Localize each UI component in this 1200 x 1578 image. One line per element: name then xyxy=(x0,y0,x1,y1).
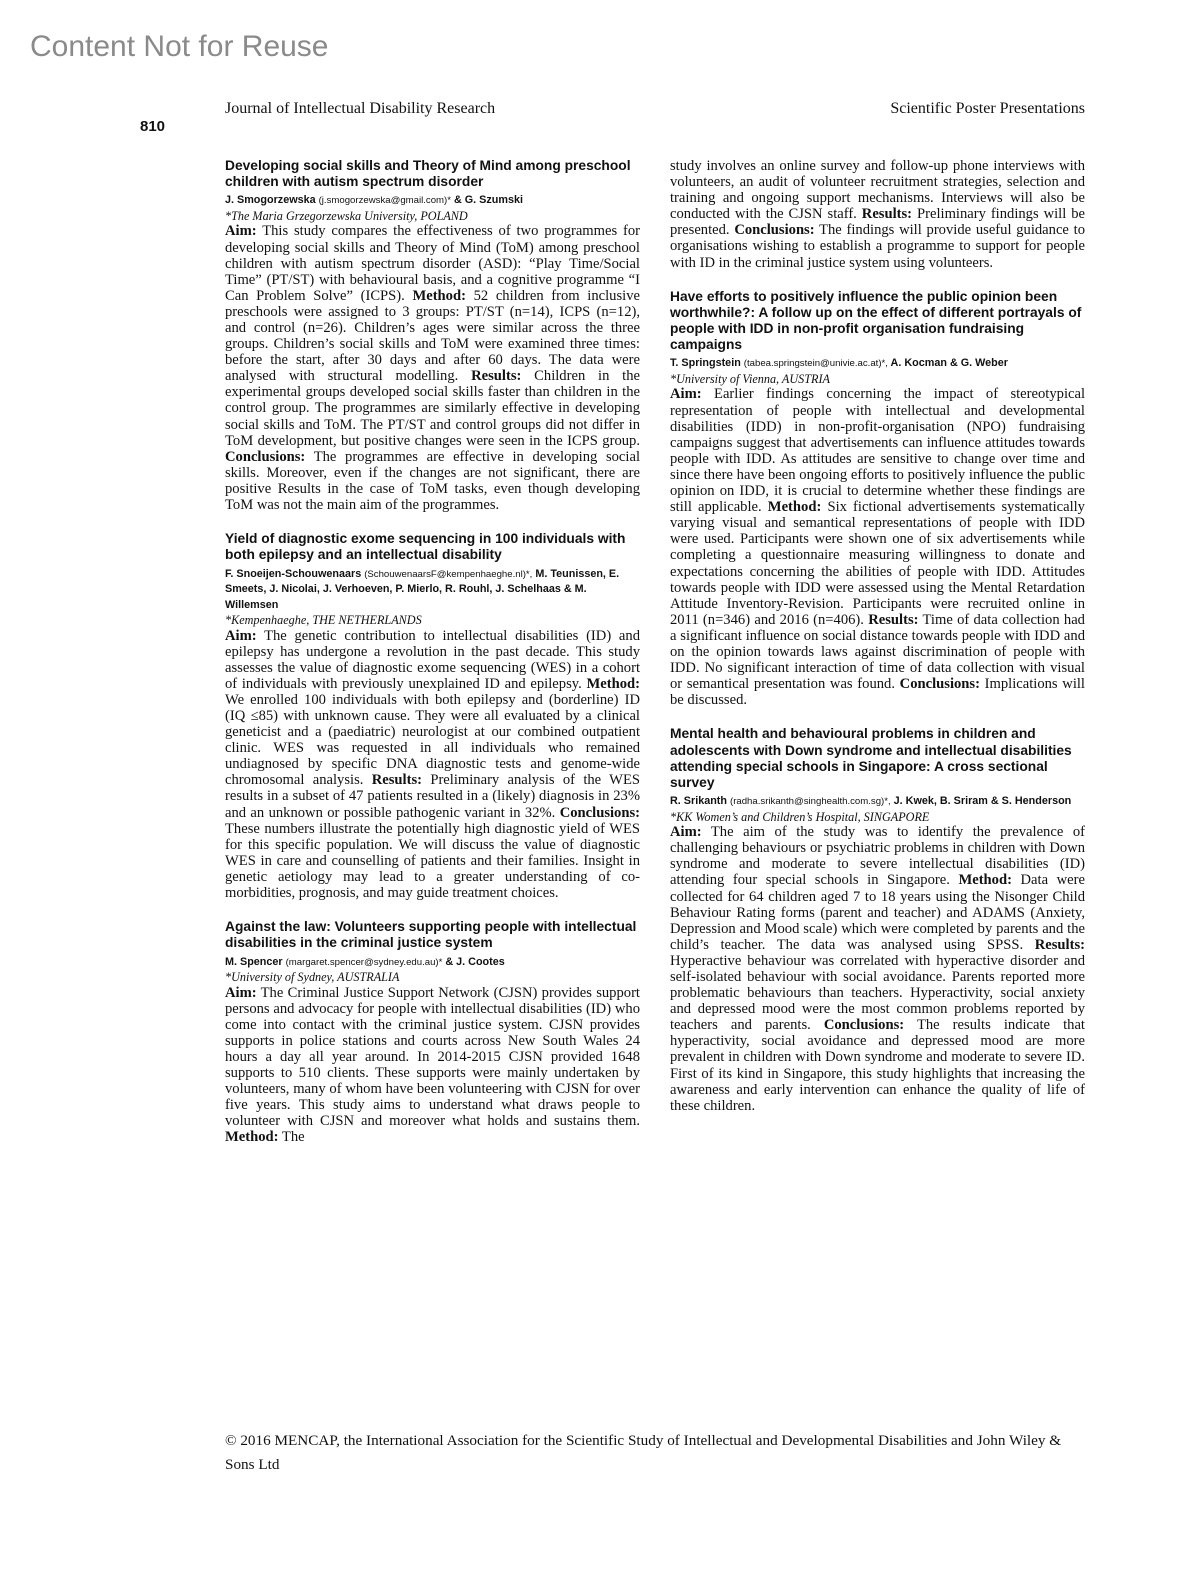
method-label: Method: xyxy=(225,1129,279,1146)
method-text: Data were collected for 64 children aged 7 to 18 years using the Nisonger Child Behaviour Rating forms (parent and teacher) and ADAMS (Anxiety, Depression and Mood scale) which were completed by parents and the child’s teacher. The data was analysed using SPSS. xyxy=(670,872,1085,953)
author-name: M. Teunissen, E. Smeets, J. Nicolai, J. Verhoeven, P. Mierlo, R. Rouhl, J. Schelhaas & M. Willemsen xyxy=(225,567,620,611)
author-name: & J. Cootes xyxy=(445,955,505,968)
method-text: 52 children from inclusive preschools were assigned to 3 groups: PT/ST (n=14), ICPS (n=12), and control (n=26). Children’s ages were similar across the three groups. Children’s social skills and ToM were examined three times: before the start, after 30 days and after 60 days. The data were analysed with structural modelling. xyxy=(225,287,640,385)
affiliation: *University of Sydney, AUSTRALIA xyxy=(225,970,400,984)
conclusions-label: Conclusions: xyxy=(899,676,980,693)
abstract-body xyxy=(670,158,1085,271)
method-text: We enrolled 100 individuals with both epilepsy and (borderline) ID (IQ ≤85) with unknown cause. They were all evaluated by a clinical geneticist and a (paediatric) neurologist at our combined outpatient clinic. WES was requested in all individuals who remained undiagnosed by specific DNA diagnostic tests and genome-wide chromosomal analysis. xyxy=(225,691,640,789)
conclusions-text: The programmes are effective in developing social skills. Moreover, even if the changes are not significant, there are positive Results in the case of ToM tasks, even though developing ToM was not the main aim of the programmes. xyxy=(225,448,640,513)
method-text: study involves an online survey and follow-up phone interviews with volunteers, an audit of volunteer recruitment strategies, selection and training and ongoing support mechanisms. Interviews will also be conducted with the CJSN staff. xyxy=(670,158,1085,223)
results-text: Preliminary findings will be presented. xyxy=(670,206,1085,239)
abstract-springstein xyxy=(670,289,1085,709)
aim-text: The aim of the study was to identify the prevalence of challenging behaviours or psychiatric problems in children with Down syndrome and moderate to severe intellectual disabilities (ID) attending four special schools in Singapore. xyxy=(670,824,1085,889)
journal-title: Journal of Intellectual Disability Research xyxy=(225,100,496,117)
affiliation: *University of Vienna, AUSTRIA xyxy=(670,371,830,386)
author-email: (margaret.spencer@sydney.edu.au)* xyxy=(285,956,443,968)
method-text: Six fictional advertisements systematically varying visual and semantical representations of people with IDD were used. Participants were shown one of six advertisements while completing a questionnaire measuring willingness to donate and expectations concerning the abilities of people with IDD. Attitudes towards people with IDD were assessed using the Mental Retardation Attitude Inventory-Revision. Participants were recruited online in 2011 (n=346) and 2016 (n=406). xyxy=(670,499,1085,628)
abstract-title: Have efforts to positively influence the public opinion been worthwhile?: A follow up on the effect of different portrayals of people with IDD in non-profit organisation fundraising campaigns xyxy=(670,288,1082,353)
results-text: Children in the experimental groups developed social skills faster than children in the control group. The programmes are similarly effective in developing social skills and ToM. The PT/ST and control groups did not differ in ToM development, but positive changes were seen in the ICPS group. xyxy=(225,368,640,449)
affiliation: *Kempenhaeghe, THE NETHERLANDS xyxy=(225,613,422,627)
results-label: Results: xyxy=(861,206,913,223)
conclusions-text: These numbers illustrate the potentially high diagnostic yield of WES for this specific population. We will discuss the value of diagnostic WES in care and counselling of patients and their families. Insight in genetic aetiology may lead to a greater understanding of co-morbidities, prognosis, and may guide treatment choices. xyxy=(225,820,640,901)
author-email: (SchouwenaarsF@kempenhaeghe.nl)*, xyxy=(364,568,533,580)
abstract-body xyxy=(225,628,640,902)
abstract-snoeijen-schouwenaars xyxy=(225,531,640,901)
conclusions-text: Implications will be discussed. xyxy=(670,676,1085,709)
author-name: T. Springstein xyxy=(670,357,741,370)
author-name: & G. Szumski xyxy=(453,194,523,207)
method-label: Method: xyxy=(958,872,1012,889)
results-text: Preliminary analysis of the WES results in a subset of 47 patients resulted in a (likely) diagnosis in 23% and an unknown or possible pathogenic variant in 32%. xyxy=(225,772,640,821)
method-label: Method: xyxy=(767,499,822,516)
author-name: F. Snoeijen-Schouwenaars xyxy=(225,567,362,580)
aim-label: Aim: xyxy=(670,824,702,841)
conclusions-label: Conclusions: xyxy=(559,804,641,821)
results-label: Results: xyxy=(1034,936,1085,953)
abstract-spencer xyxy=(225,919,640,1145)
copyright-footer: © 2016 MENCAP, the International Association for the Scientific Study of Intellectual and Developmental Disabilities and John Wiley & Sons Ltd xyxy=(225,1432,1062,1473)
affiliation: *KK Women’s and Children’s Hospital, SINGAPORE xyxy=(670,809,930,824)
aim-label: Aim: xyxy=(225,627,257,644)
abstract-title: Developing social skills and Theory of Mind among preschool children with autism spectrum disorder xyxy=(225,158,631,190)
abstract-body xyxy=(670,824,1085,1114)
aim-text: The genetic contribution to intellectual disabilities (ID) and epilepsy has undergone a revolution in the past decade. This study assesses the value of diagnostic exome sequencing (WES) in a cohort of individuals with previously unexplained ID and epilepsy. xyxy=(225,627,640,692)
page-number: 810 xyxy=(140,118,166,135)
aim-text: Earlier findings concerning the impact of stereotypical representation of people with intellectual and developmental disabilities (IDD) in non-profit-organisation (NPO) fundraising campaigns suggest that advertisements can influence attitudes towards people with IDD. As attitudes are sensitive to change over time and since there have been ongoing efforts to positively influence the public opinion on IDD, it is crucial to determine whether these findings are still applicable. xyxy=(670,386,1086,516)
author-email: (radha.srikanth@singhealth.com.sg)*, xyxy=(730,796,891,808)
author-name: A. Kocman & G. Weber xyxy=(890,357,1008,370)
results-label: Results: xyxy=(868,611,919,628)
affiliation: *The Maria Grzegorzewska University, POLAND xyxy=(225,208,468,223)
aim-text: The Criminal Justice Support Network (CJSN) provides support persons and advocacy for people with intellectual disabilities (ID) who come into contact with the criminal justice system. CJSN provides supports in police stations and courts across New South Wales 24 hours a day all year around. In 2014-2015 CJSN provided 1648 supports to 510 clients. These supports were mainly undertaken by volunteers, many of whom have been volunteering with CJSN for over five years. This study aims to understand what draws people to volunteer with CJSN and moreover what holds and sustains them. xyxy=(225,984,640,1130)
author-list xyxy=(225,567,640,614)
abstract-body xyxy=(225,223,640,513)
left-column xyxy=(225,158,640,1163)
abstract-title: Against the law: Volunteers supporting people with intellectual disabilities in the criminal justice system xyxy=(225,919,637,951)
author-list xyxy=(225,193,640,209)
section-title: Scientific Poster Presentations xyxy=(890,100,1085,117)
conclusions-label: Conclusions: xyxy=(734,222,815,239)
author-name: J. Smogorzewska xyxy=(225,194,316,207)
abstract-body xyxy=(225,985,640,1146)
author-name: R. Srikanth xyxy=(670,795,727,808)
abstract-smogorzewska xyxy=(225,158,640,513)
aim-label: Aim: xyxy=(670,386,702,403)
abstract-title: Yield of diagnostic exome sequencing in 100 individuals with both epilepsy and an intellectual disability xyxy=(225,531,626,563)
results-text: Hyperactive behaviour was correlated with hyperactive disorder and self-isolated behaviour with social avoidance. Parents reported more problematic behaviours than teachers. Hyperactivity, social anxiety and depressed mood were the most common problems reported by teachers and parents. xyxy=(670,952,1085,1034)
author-name: J. Kwek, B. Sriram & S. Henderson xyxy=(893,795,1072,808)
conclusions-text: The results indicate that hyperactivity, social avoidance and depressed mood are more prevalent in children with Down syndrome and moderate to severe ID. First of its kind in Singapore, this study highlights that increasing the awareness and early intervention can enhance the quality of life of these children. xyxy=(670,1017,1085,1114)
results-label: Results: xyxy=(471,368,522,385)
method-label: Method: xyxy=(586,675,640,692)
aim-text: This study compares the effectiveness of two programmes for developing social skills and Theory of Mind (ToM) among preschool children with autism spectrum disorder (ASD): “Play Time/Social Time” (PT/ST) with behavioural basis, and a cognitive programme “I Can Problem Solve” (ICPS). xyxy=(225,223,640,304)
abstract-title: Mental health and behavioural problems in children and adolescents with Down syndrome and intellectual disabilities attending special schools in Singapore: A cross sectional survey xyxy=(670,726,1072,790)
results-text: Time of data collection had a significant influence on social distance towards people with IDD and on the opinion towards laws against discrimination of people with IDD. No significant interaction of time of data collection with visual or semantical presentation was found. xyxy=(670,611,1085,693)
conclusions-label: Conclusions: xyxy=(823,1017,905,1034)
conclusions-text: The findings will provide useful guidance to organisations wishing to establish a programme to support for people with ID in the criminal justice system using volunteers. xyxy=(670,222,1085,271)
author-email: (tabea.springstein@univie.ac.at)*, xyxy=(743,358,888,370)
abstract-body xyxy=(670,386,1085,708)
author-list xyxy=(670,794,1085,810)
method-label: Method: xyxy=(412,287,466,304)
abstract-srikanth xyxy=(670,726,1085,1114)
aim-label: Aim: xyxy=(225,223,257,240)
author-email: (j.smogorzewska@gmail.com)* xyxy=(318,195,451,207)
abstract-spencer-continued xyxy=(670,158,1085,271)
conclusions-label: Conclusions: xyxy=(225,448,306,465)
author-list xyxy=(225,955,640,971)
results-label: Results: xyxy=(371,772,423,789)
right-column xyxy=(670,158,1085,1132)
aim-label: Aim: xyxy=(225,984,257,1001)
method-text: The xyxy=(281,1129,305,1146)
watermark: Content Not for Reuse xyxy=(30,30,329,63)
author-name: M. Spencer xyxy=(225,955,283,968)
author-list xyxy=(670,356,1085,372)
